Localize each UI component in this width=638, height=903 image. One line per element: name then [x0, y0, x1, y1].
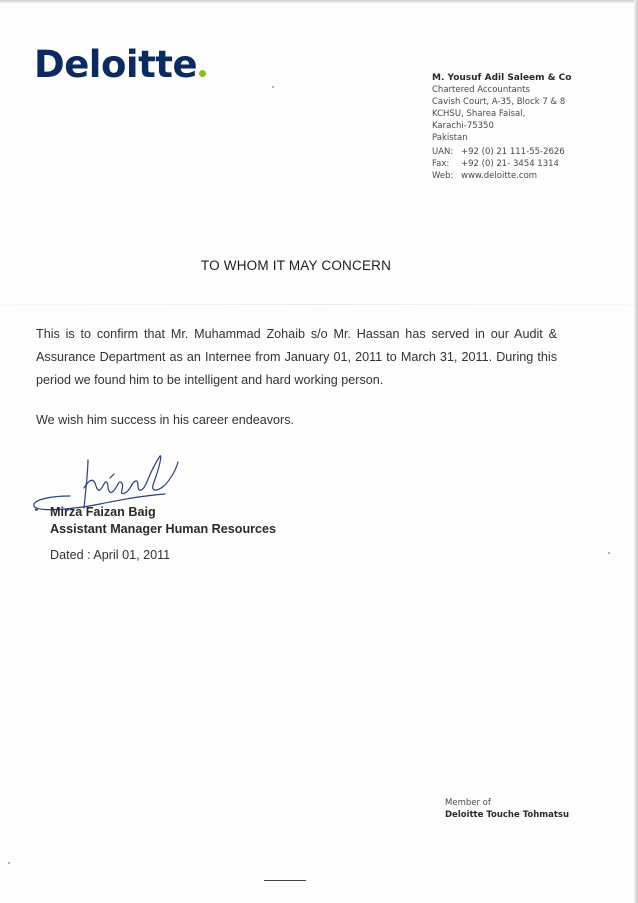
- contact-label: Web:: [432, 171, 454, 181]
- logo-dot-icon: [199, 70, 206, 77]
- firm-address-line: Karachi-75350: [432, 121, 494, 131]
- letter-heading: TO WHOM IT MAY CONCERN: [200, 258, 392, 273]
- membership-footer: [445, 797, 569, 821]
- contact-block: [432, 146, 565, 182]
- contact-label: Fax:: [432, 159, 450, 169]
- member-organization: Deloitte Touche Tohmatsu: [445, 810, 570, 820]
- firm-name: M. Yousuf Adil Saleem & Co: [432, 73, 572, 83]
- contact-value: +92 (0) 21- 3454 1314: [461, 159, 559, 169]
- scan-speck: [272, 86, 274, 88]
- firm-address-line: Cavish Court, A-35, Block 7 & 8: [432, 97, 566, 107]
- deloitte-logo: [34, 43, 206, 86]
- firm-address-line: Chartered Accountants: [432, 85, 530, 95]
- margin-mark: [35, 508, 38, 511]
- firm-address-line: Pakistan: [432, 133, 468, 143]
- letter-paragraph-1: This is to confirm that Mr. Muhammad Zohaib s/o Mr. Hassan has served in our Audit & Assurance Department as an Internee from January 01, 2011 to March 31, 2011. During this period we found him to be intelligent and hard working person.: [36, 327, 557, 387]
- signatory-name: Mirza Faizan Baig: [50, 505, 156, 519]
- contact-row-uan: [432, 146, 565, 158]
- scan-speck: [608, 552, 610, 554]
- contact-value: +92 (0) 21 111-55-2626: [461, 147, 565, 157]
- contact-label: UAN:: [432, 147, 454, 157]
- signatory-title: Assistant Manager Human Resources: [50, 522, 277, 536]
- logo-text: Deloitte: [34, 43, 198, 86]
- scan-edge-right: [634, 0, 638, 903]
- contact-value-web: www.deloitte.com: [461, 171, 538, 181]
- firm-address-block: [432, 72, 571, 144]
- paper-fold-line: [0, 304, 638, 305]
- contact-row-web: [432, 170, 565, 182]
- firm-address-line: KCHSU, Sharea Faisal,: [432, 109, 526, 119]
- page-bottom-mark: [264, 880, 306, 881]
- scan-speck: [8, 862, 10, 864]
- contact-row-fax: [432, 158, 565, 170]
- letter-paragraph-2: We wish him success in his career endeavors.: [36, 413, 295, 427]
- member-of-label: Member of: [445, 798, 491, 808]
- scan-edge-top: [0, 0, 638, 3]
- letter-date: Dated : April 01, 2011: [50, 548, 171, 562]
